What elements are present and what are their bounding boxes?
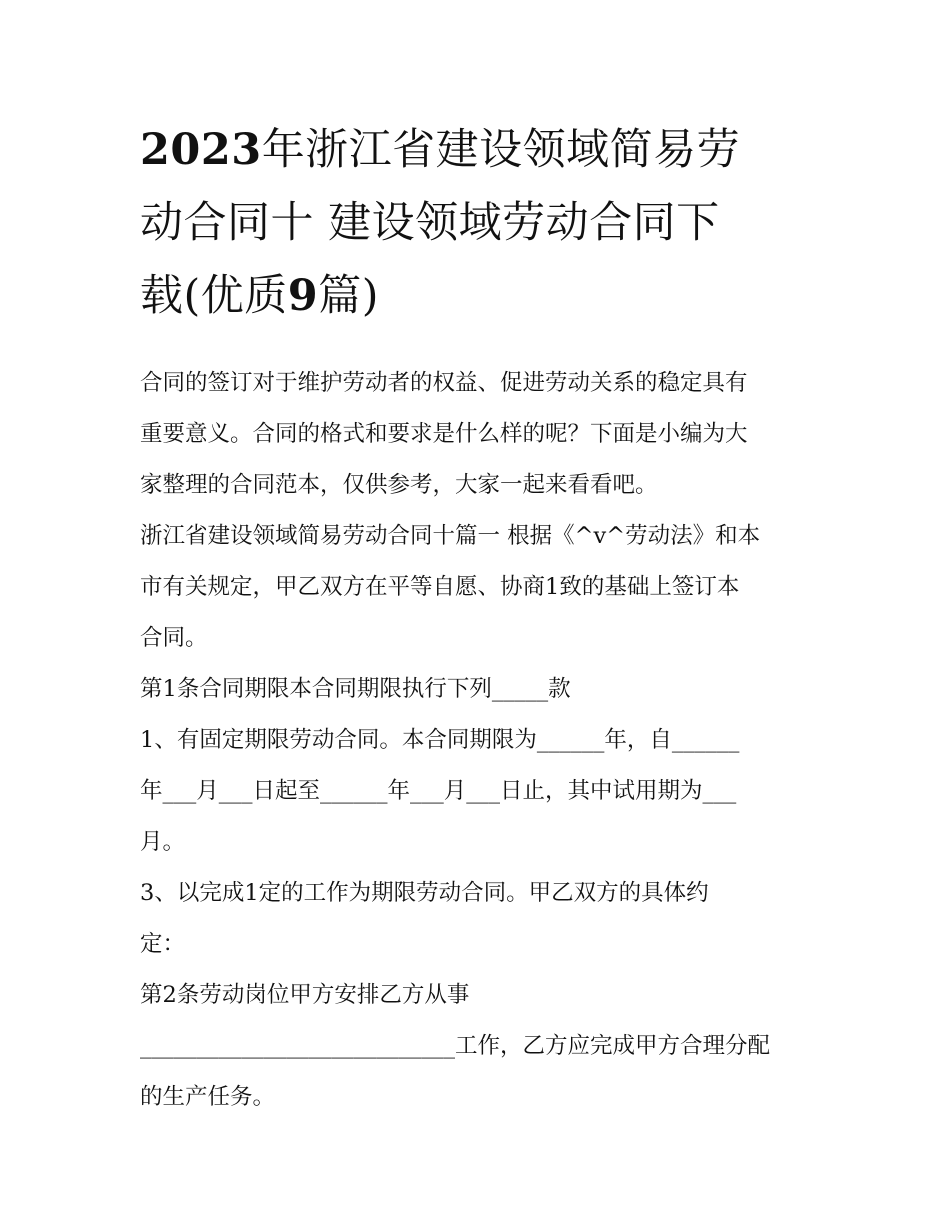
text-line: 第1条合同期限本合同期限执行下列_____款	[140, 676, 571, 702]
document-body	[140, 358, 830, 1123]
text-line: 月。	[140, 829, 186, 855]
text-line: 3、以完成1定的工作为期限劳动合同。甲乙双方的具体约	[140, 880, 709, 906]
text-line: ____________________________工作，乙方应完成甲方合理分配	[140, 1033, 771, 1059]
paragraph-clause-3	[140, 868, 830, 970]
text-line: 第2条劳动岗位甲方安排乙方从事	[140, 982, 470, 1008]
paragraph-clause-1	[140, 715, 830, 868]
paragraph-preamble	[140, 511, 830, 664]
text-line: 家整理的合同范本，仅供参考，大家一起来看看吧。	[140, 472, 658, 498]
document-title	[140, 114, 820, 333]
paragraph-article-2	[140, 970, 830, 1123]
text-line: 定：	[140, 931, 186, 957]
text-line: 年___月___日起至______年___月___日止，其中试用期为___	[140, 778, 737, 804]
paragraph-intro	[140, 358, 830, 511]
text-line: 合同的签订对于维护劳动者的权益、促进劳动关系的稳定具有	[140, 370, 748, 396]
text-line: 浙江省建设领域简易劳动合同十篇一 根据《^v^劳动法》和本	[140, 523, 761, 549]
text-line: 的生产任务。	[140, 1084, 276, 1110]
text-line: 市有关规定，甲乙双方在平等自愿、协商1致的基础上签订本	[140, 574, 740, 600]
text-line: 合同。	[140, 625, 208, 651]
text-line: 1、有固定期限劳动合同。本合同期限为______年，自______	[140, 727, 740, 753]
title-line: 载(优质9篇)	[140, 271, 379, 321]
text-line: 重要意义。合同的格式和要求是什么样的呢？下面是小编为大	[140, 421, 748, 447]
title-line: 动合同十 建设领域劳动合同下	[140, 198, 720, 248]
title-line: 2023年浙江省建设领域简易劳	[140, 125, 741, 175]
paragraph-article-1	[140, 664, 830, 715]
